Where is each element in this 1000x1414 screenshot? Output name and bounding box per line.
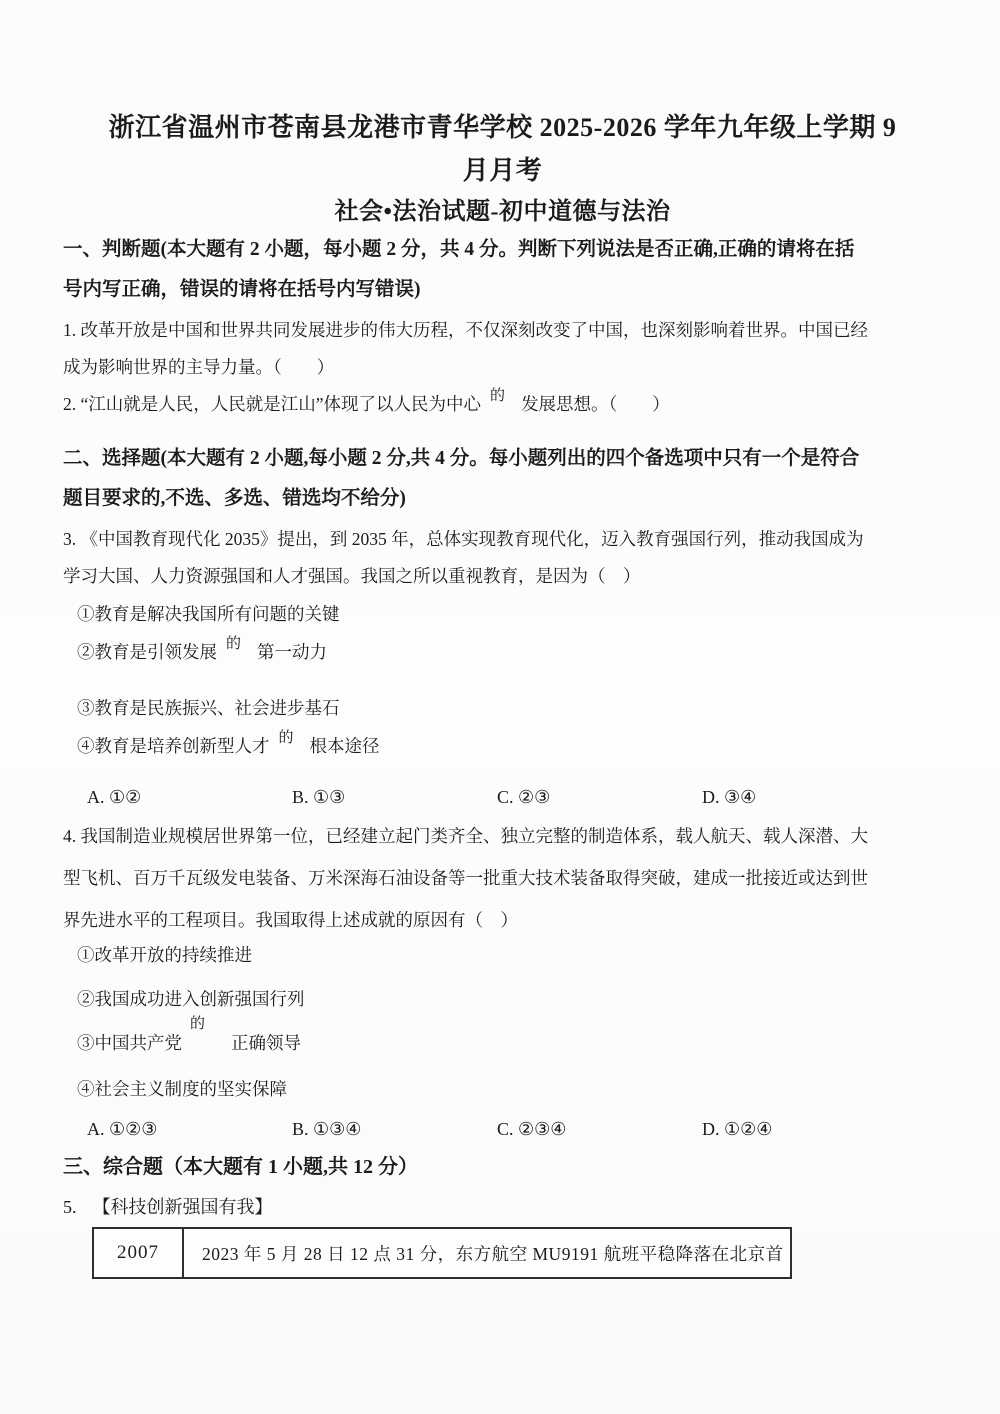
material-table: [92, 1227, 792, 1279]
page-title-line1: 浙江省温州市苍南县龙港市青华学校 2025-2026 学年九年级上学期 9: [108, 113, 897, 142]
question-3-option-4-text-end: 根本途径: [309, 736, 380, 756]
question-4-option-3: [63, 1016, 942, 1067]
question-3-line1: 3. 《中国教育现代化 2035》提出，到 2035 年，总体实现教育现代化，迈入教育强国行列，推动我国成为: [63, 529, 864, 549]
question-4-answer-row: [63, 1111, 942, 1147]
question-1-line1: 1. 改革开放是中国和世界共同发展进步的伟大历程，不仅深刻改变了中国，也深刻影响着世界。中国已经: [63, 320, 868, 340]
question-4-option-3-text: ③中国共产党: [77, 1033, 182, 1053]
section-choice-heading-line1: 二、选择题(本大题有 2 小题,每小题 2 分,共 4 分。每小题列出的四个备选项中只有一个是符合: [63, 448, 860, 469]
question-4: [63, 815, 942, 941]
page-subtitle: 社会•法治试题-初中道德与法治: [334, 199, 671, 225]
question-4-answer-d: D. ①②④: [702, 1119, 773, 1139]
question-4-option-3-text-end: 正确领导: [231, 1033, 302, 1053]
question-3-option-2: [63, 633, 942, 673]
question-3-answer-b: B. ①③: [292, 787, 346, 807]
section-choice-heading: [63, 439, 942, 519]
question-4-option-2: ②我国成功进入创新强国行列: [77, 989, 305, 1009]
page-title: [63, 106, 942, 192]
question-4-answer-c: C. ②③④: [497, 1119, 567, 1139]
question-2-sup: 的: [490, 388, 506, 404]
question-2: [63, 386, 942, 425]
section-judgment-heading: [63, 230, 942, 310]
question-3-option-3: ③教育是民族振兴、社会进步基石: [77, 698, 340, 718]
question-2-text-end: 发展思想。（ ）: [521, 394, 670, 414]
section-comprehensive-heading: 三、综合题（本大题有 1 小题,共 12 分）: [63, 1156, 418, 1178]
question-3-answer-row: [63, 779, 942, 815]
page-title-line2: 月月考: [462, 156, 543, 185]
question-4-option-4: ④社会主义制度的坚实保障: [77, 1079, 287, 1099]
question-1: [63, 312, 942, 386]
material-table-year-cell: 2007: [94, 1229, 184, 1277]
question-3-option-2-text-end: 第一动力: [257, 642, 328, 662]
question-3-answer-a: A. ①②: [87, 787, 142, 807]
question-2-text: 2. “江山就是人民，人民就是江山”体现了以人民为中心: [63, 394, 482, 414]
question-3-option-4: [63, 727, 942, 767]
question-4-option-3-sup: 的: [190, 1016, 206, 1032]
question-4-line1: 4. 我国制造业规模居世界第一位，已经建立起门类齐全、独立完整的制造体系，载人航天、载人深潜、大: [63, 826, 868, 846]
question-3-option-2-sup: 的: [226, 636, 242, 652]
question-1-line2: 成为影响世界的主导力量。（ ）: [63, 357, 335, 377]
section-judgment-heading-line1: 一、判断题(本大题有 2 小题，每小题 2 分，共 4 分。判断下列说法是否正确,正确的请将在括: [63, 239, 855, 260]
question-5: [63, 1189, 942, 1225]
question-3: [63, 521, 942, 595]
question-3-line2: 学习大国、人力资源强国和人才强国。我国之所以重视教育，是因为（ ）: [63, 566, 641, 586]
section-choice-heading-line2: 题目要求的,不选、多选、错选均不给分): [63, 488, 406, 509]
material-table-event-cell: 2023 年 5 月 28 日 12 点 31 分，东方航空 MU9191 航班平稳降落在北京首: [202, 1243, 784, 1264]
question-4-line3: 界先进水平的工程项目。我国取得上述成就的原因有（ ）: [63, 910, 518, 930]
question-3-option-2-text: ②教育是引领发展: [77, 642, 217, 662]
question-4-answer-a: A. ①②③: [87, 1119, 158, 1139]
question-5-number: 5.: [63, 1197, 77, 1217]
question-4-answer-b: B. ①③④: [292, 1119, 362, 1139]
question-3-option-4-text: ④教育是培养创新型人才: [77, 736, 270, 756]
question-4-option-1: ①改革开放的持续推进: [77, 945, 252, 965]
question-3-answer-d: D. ③④: [702, 787, 757, 807]
question-3-answer-c: C. ②③: [497, 787, 551, 807]
question-5-tag: 【科技创新强国有我】: [92, 1197, 273, 1217]
question-3-option-1: ①教育是解决我国所有问题的关键: [77, 604, 340, 624]
section-judgment-heading-line2: 号内写正确，错误的请将在括号内写错误): [63, 279, 421, 300]
question-4-line2: 型飞机、百万千瓦级发电装备、万米深海石油设备等一批重大技术装备取得突破，建成一批接近或达到世: [63, 868, 868, 888]
question-3-option-4-sup: 的: [278, 730, 294, 746]
